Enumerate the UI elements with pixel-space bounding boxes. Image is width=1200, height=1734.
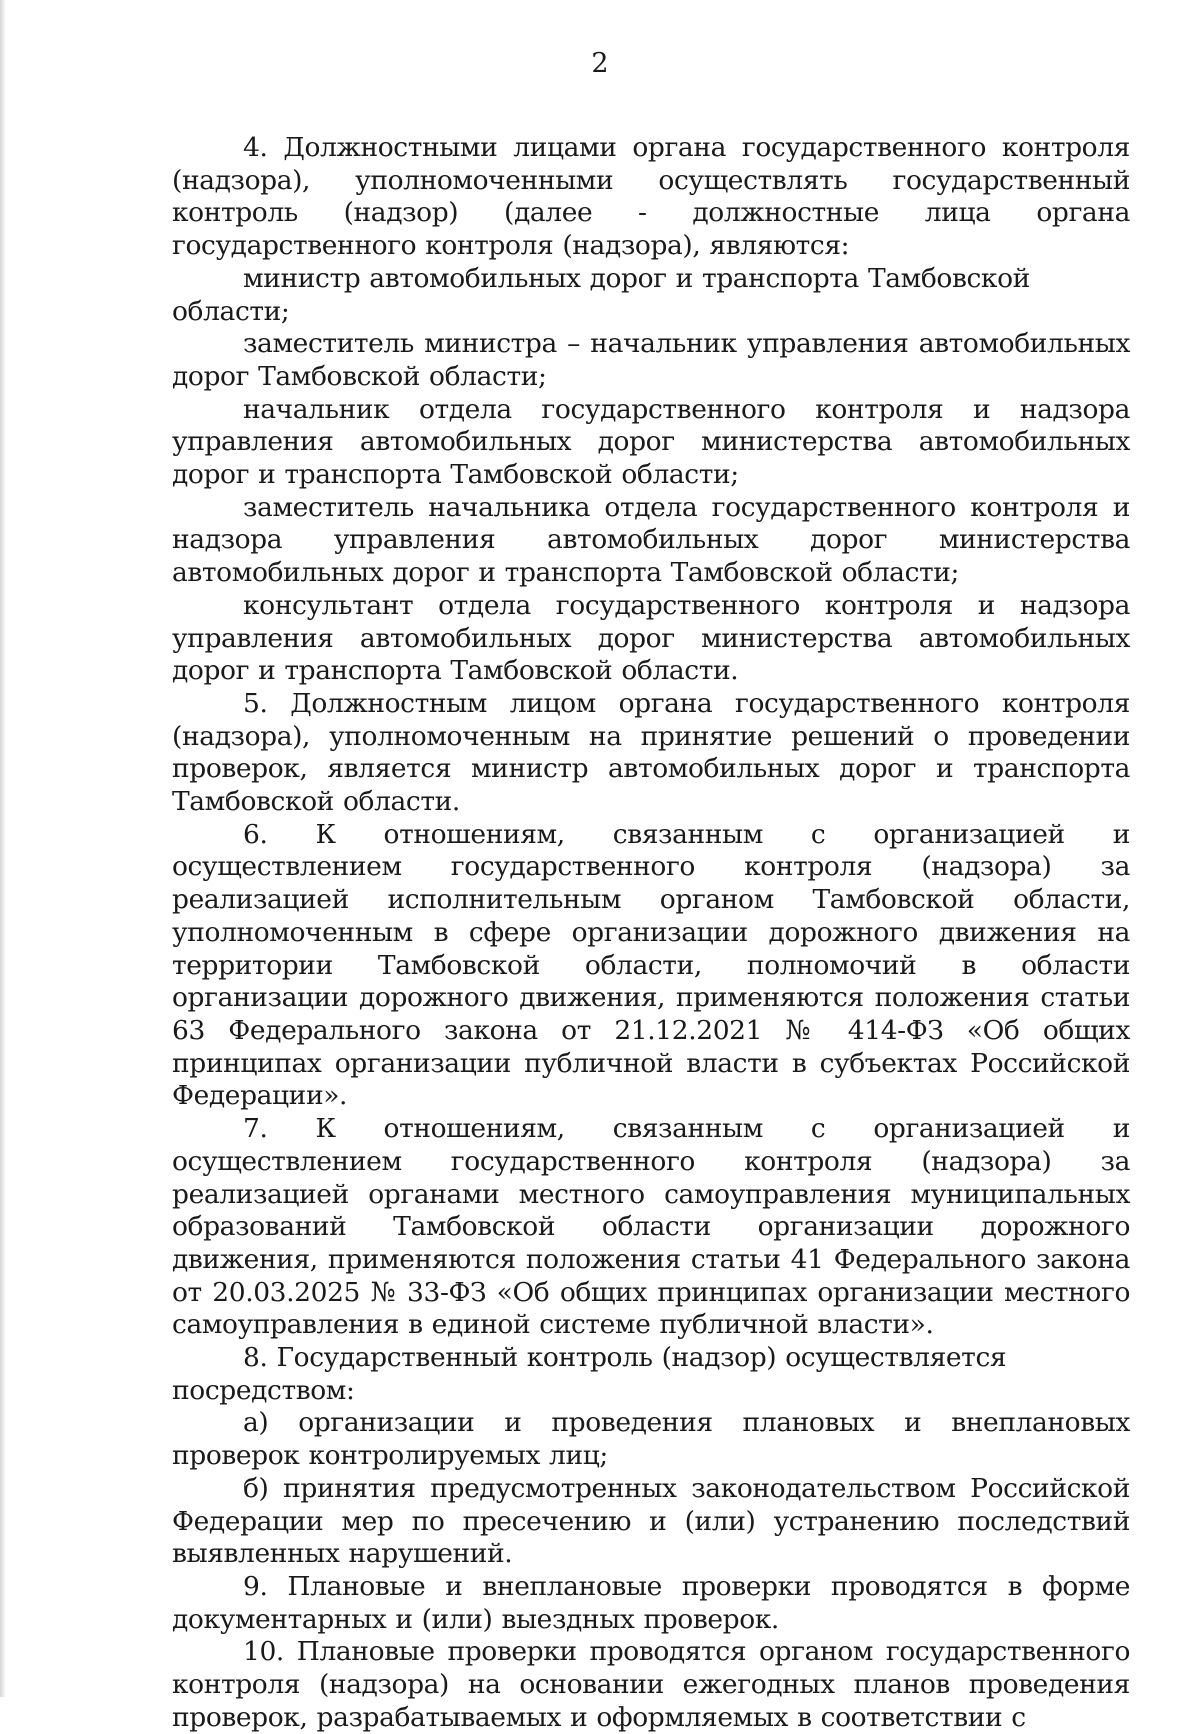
list-item-minister: министр автомобильных дорог и транспорта Тамбовской области; <box>172 262 1030 327</box>
list-item-department-head: начальник отдела государственного контроля и надзора управления автомобильных дорог министерства автомобильных дорог и транспорта Тамбовской области; <box>172 393 1130 491</box>
list-item-deputy-department-head: заместитель начальника отдела государственного контроля и надзора управления автомобильных дорог министерства автомобильных дорог и транспорта Тамбовской области; <box>172 491 1130 589</box>
paragraph-8-means: 8. Государственный контроль (надзор) осуществляется посредством: <box>172 1342 1007 1406</box>
document-body <box>172 132 1130 1734</box>
paragraph-6-regional-law: 6. К отношениям, связанным с организацией и осуществлением государственного контроля (надзора) за реализацией исполнительным органом Тамбовской области, уполномоченным в сфере организации дорожного движения на территории Тамбовской области, полномочий в области организации дорожного движения, применяются положения статьи 63 Федерального закона от 21.12.2021 № 414-ФЗ «Об общих принципах организации публичной власти в субъектах Российской Федерации». <box>172 818 1130 1112</box>
list-item-a-inspections: а) организации и проведения плановых и внеплановых проверок контролируемых лиц; <box>172 1407 1130 1472</box>
paragraph-5-decision-official: 5. Должностным лицом органа государственного контроля (надзора), уполномоченным на принятие решений о проведении проверок, является министр автомобильных дорог и транспорта Тамбовской области. <box>172 687 1130 818</box>
paragraph-9-inspection-forms: 9. Плановые и внеплановые проверки проводятся в форме документарных и (или) выездных проверок. <box>172 1570 1130 1635</box>
list-item-b-measures: б) принятия предусмотренных законодательством Российской Федерации мер по пресечению и (или) устранению последствий выявленных нарушений. <box>172 1472 1130 1570</box>
list-item-deputy-minister: заместитель министра – начальник управления автомобильных дорог Тамбовской области; <box>172 328 1130 392</box>
paragraph-7-municipal-law: 7. К отношениям, связанным с организацией и осуществлением государственного контроля (надзора) за реализацией органами местного самоуправления муниципальных образований Тамбовской области организации дорожного движения, применяются положения статьи 41 Федерального закона от 20.03.2025 № 33-ФЗ «Об общих принципах организации местного самоуправления в единой системе публичной власти». <box>172 1113 1130 1341</box>
list-item-consultant: консультант отдела государственного контроля и надзора управления автомобильных дорог министерства автомобильных дорог и транспорта Тамбовской области. <box>172 589 1130 687</box>
scan-edge-shadow <box>0 0 6 1697</box>
paragraph-4-officials: 4. Должностными лицами органа государственного контроля (надзора), уполномоченными осуществлять государственный контроль (надзор) (далее - должностные лица органа государственного контроля (надзора), являются: <box>172 132 1130 262</box>
page-number: 2 <box>591 48 609 79</box>
paragraph-10-scheduled-inspections: 10. Плановые проверки проводятся органом государственного контроля (надзора) на основании ежегодных планов проведения проверок, разрабатываемых и оформляемых в соответствии с <box>172 1636 1130 1733</box>
